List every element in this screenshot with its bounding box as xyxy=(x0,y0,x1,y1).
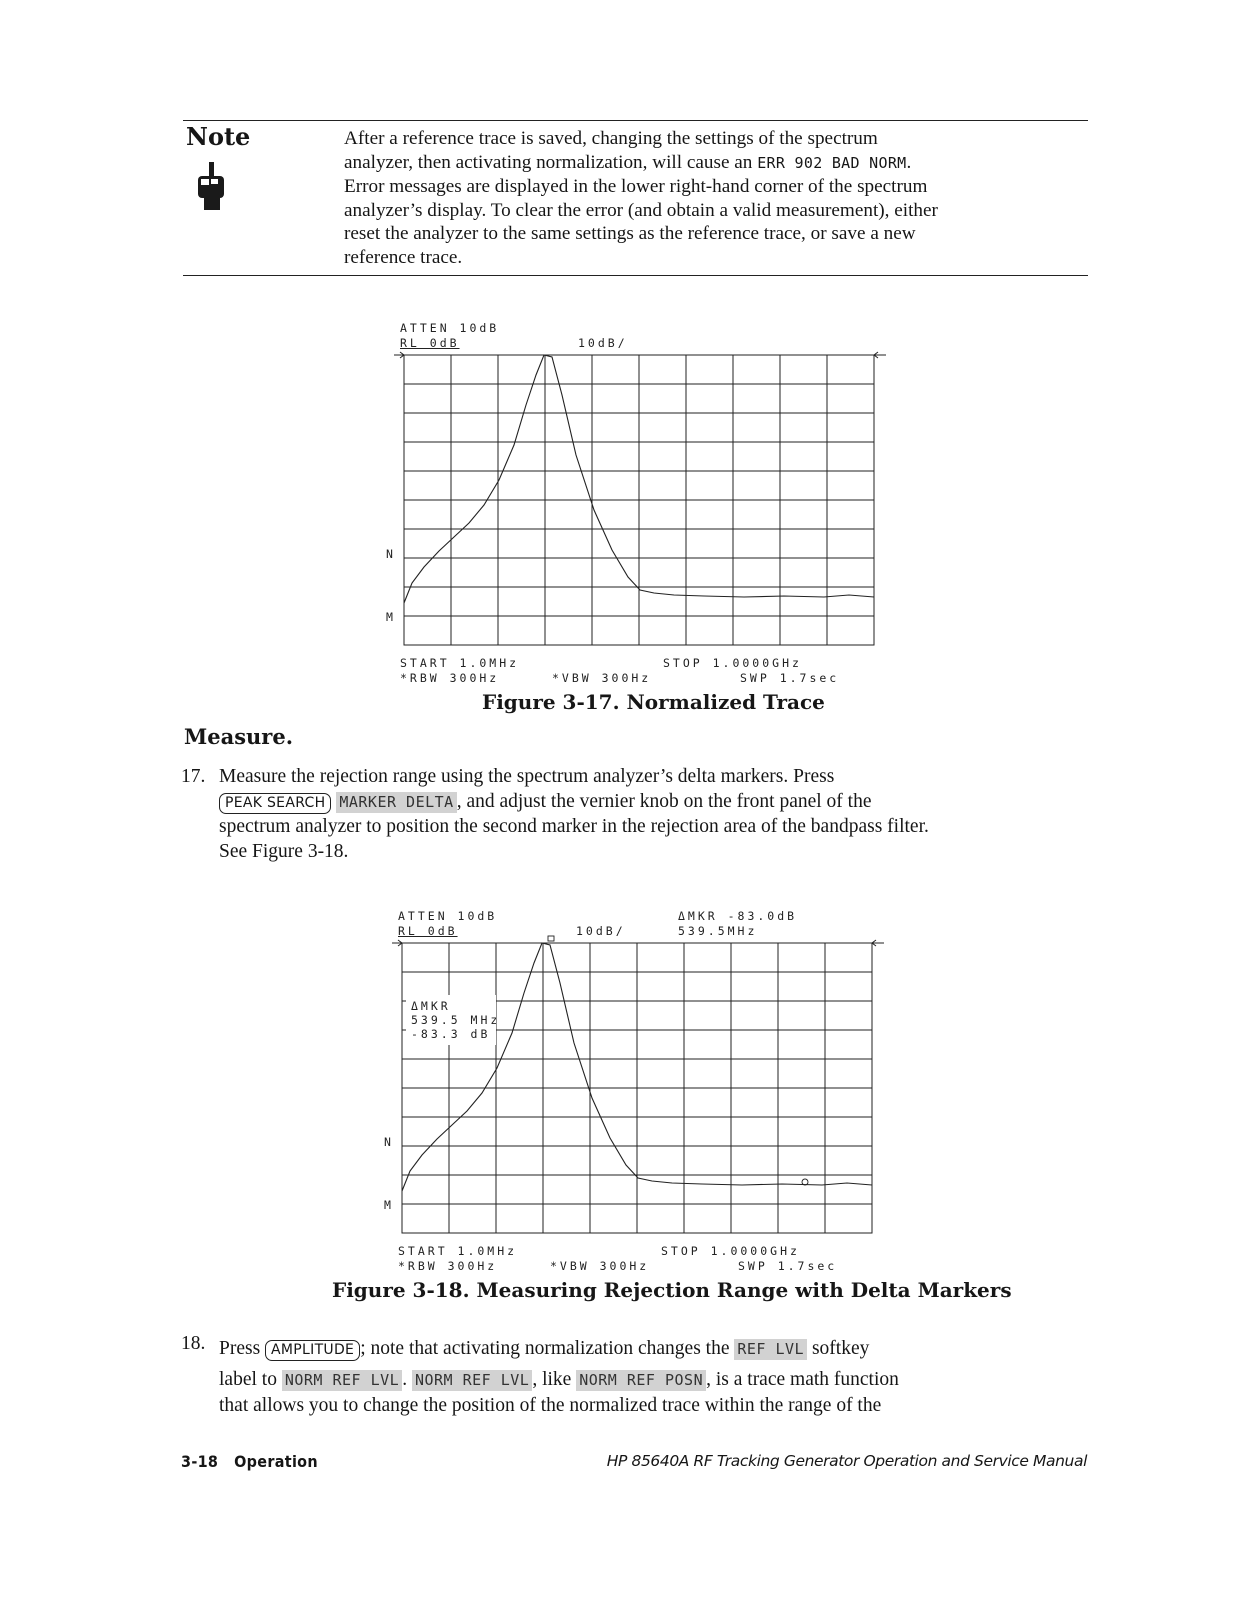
fig2-caption: Figure 3-18. Measuring Rejection Range with Delta Markers xyxy=(332,1278,1012,1302)
note-top-rule xyxy=(183,120,1088,121)
note-text xyxy=(344,127,1104,270)
note-line-3: Error messages are displayed in the lower right-hand corner of the spectrum xyxy=(344,176,928,198)
step-18 xyxy=(219,1333,1109,1417)
fig2-box-amp: -83.3 dB xyxy=(411,1027,491,1041)
fig2-side-m: M xyxy=(384,1198,391,1212)
fig2-ref-level: RL 0dB xyxy=(398,924,458,938)
fig1-rbw: *RBW 300Hz xyxy=(400,671,500,685)
error-message: ERR 902 BAD NORM xyxy=(757,153,907,172)
fig1-side-m: M xyxy=(386,610,393,624)
fig2-ref-arrow-left xyxy=(392,940,402,946)
fig2-peak-marker xyxy=(548,936,554,941)
step-17-line-3: spectrum analyzer to position the second marker in the rejection area of the bandpass filter. xyxy=(219,816,929,837)
fig1-atten: ATTEN 10dB xyxy=(400,321,500,335)
step-18-line-2: label to NORM REF LVL . NORM REF LVL , like NORM REF POSN , is a trace math function xyxy=(219,1369,899,1390)
norm-ref-lvl-softkey-2: NORM REF LVL xyxy=(412,1370,532,1391)
fig1-side-n: N xyxy=(386,547,393,561)
fig2-ref-arrow-right xyxy=(872,940,884,946)
step-17-number: 17. xyxy=(181,766,206,787)
step-18-line-3: that allows you to change the position of the normalized trace within the range of the xyxy=(219,1395,882,1416)
fig1-graticule xyxy=(404,355,874,645)
note-line-1: After a reference trace is saved, changing the settings of the spectrum xyxy=(344,128,878,149)
fig1-ref-arrow-right xyxy=(874,352,886,358)
marker-delta-softkey: MARKER DELTA xyxy=(336,792,456,813)
step-17-line-2: PEAK SEARCH MARKER DELTA , and adjust the vernier knob on the front panel of the xyxy=(219,789,1109,814)
norm-ref-lvl-softkey: NORM REF LVL xyxy=(282,1370,402,1391)
note-line-4: analyzer’s display. To clear the error (and obtain a valid measurement), either xyxy=(344,199,938,221)
fig2-graticule xyxy=(402,943,872,1233)
fig2-atten: ATTEN 10dB xyxy=(398,909,498,923)
note-bottom-rule xyxy=(183,275,1088,276)
footer-page-section: 3-18 Operation xyxy=(181,1452,318,1471)
fig2-vbw: *VBW 300Hz xyxy=(550,1259,650,1273)
note-label: Note xyxy=(186,122,251,151)
section-title: Measure. xyxy=(184,724,294,749)
pointing-hand-icon xyxy=(192,162,234,212)
fig1-ref-level: RL 0dB xyxy=(400,336,460,350)
fig2-box-freq: 539.5 MHz xyxy=(411,1013,501,1027)
fig1-start: START 1.0MHz xyxy=(400,656,520,670)
fig2-swp: SWP 1.7sec xyxy=(738,1259,838,1273)
fig1-display xyxy=(384,345,889,650)
note-line-6: reference trace. xyxy=(344,246,463,268)
step-17 xyxy=(219,764,1109,864)
fig2-delta-marker-freq: 539.5MHz xyxy=(678,924,758,938)
fig2-box-label: ΔMKR xyxy=(411,999,451,1013)
fig1-stop: STOP 1.0000GHz xyxy=(663,656,802,670)
norm-ref-posn-softkey: NORM REF POSN xyxy=(576,1370,706,1391)
fig2-display xyxy=(382,933,887,1238)
fig2-start: START 1.0MHz xyxy=(398,1244,518,1258)
fig2-rbw: *RBW 300Hz xyxy=(398,1259,498,1273)
fig1-swp: SWP 1.7sec xyxy=(740,671,840,685)
fig1-caption: Figure 3-17. Normalized Trace xyxy=(482,690,825,714)
ref-lvl-softkey: REF LVL xyxy=(734,1339,807,1360)
peak-search-key: PEAK SEARCH xyxy=(219,793,331,814)
note-line-2: analyzer, then activating normalization, will cause an ERR 902 BAD NORM. xyxy=(344,151,912,173)
step-18-number: 18. xyxy=(181,1333,206,1354)
fig2-scale: 10dB/ xyxy=(576,924,626,938)
fig1-ref-arrow-left xyxy=(394,352,404,358)
fig2-side-n: N xyxy=(384,1135,391,1149)
note-line-5: reset the analyzer to the same settings as the reference trace, or save a new xyxy=(344,223,916,245)
fig2-stop: STOP 1.0000GHz xyxy=(661,1244,800,1258)
fig1-vbw: *VBW 300Hz xyxy=(552,671,652,685)
footer-manual-title: HP 85640A RF Tracking Generator Operation and Service Manual xyxy=(606,1452,1087,1470)
amplitude-key: AMPLITUDE xyxy=(265,1340,360,1361)
step-17-line-4: See Figure 3-18. xyxy=(219,841,349,862)
fig1-scale: 10dB/ xyxy=(578,336,628,350)
step-18-line-1: Press AMPLITUDE ; note that activating normalization changes the REF LVL softkey xyxy=(219,1338,870,1359)
step-17-line-1: Measure the rejection range using the spectrum analyzer’s delta markers. Press xyxy=(219,766,835,787)
fig2-delta-marker-amp: ΔMKR -83.0dB xyxy=(678,909,798,923)
